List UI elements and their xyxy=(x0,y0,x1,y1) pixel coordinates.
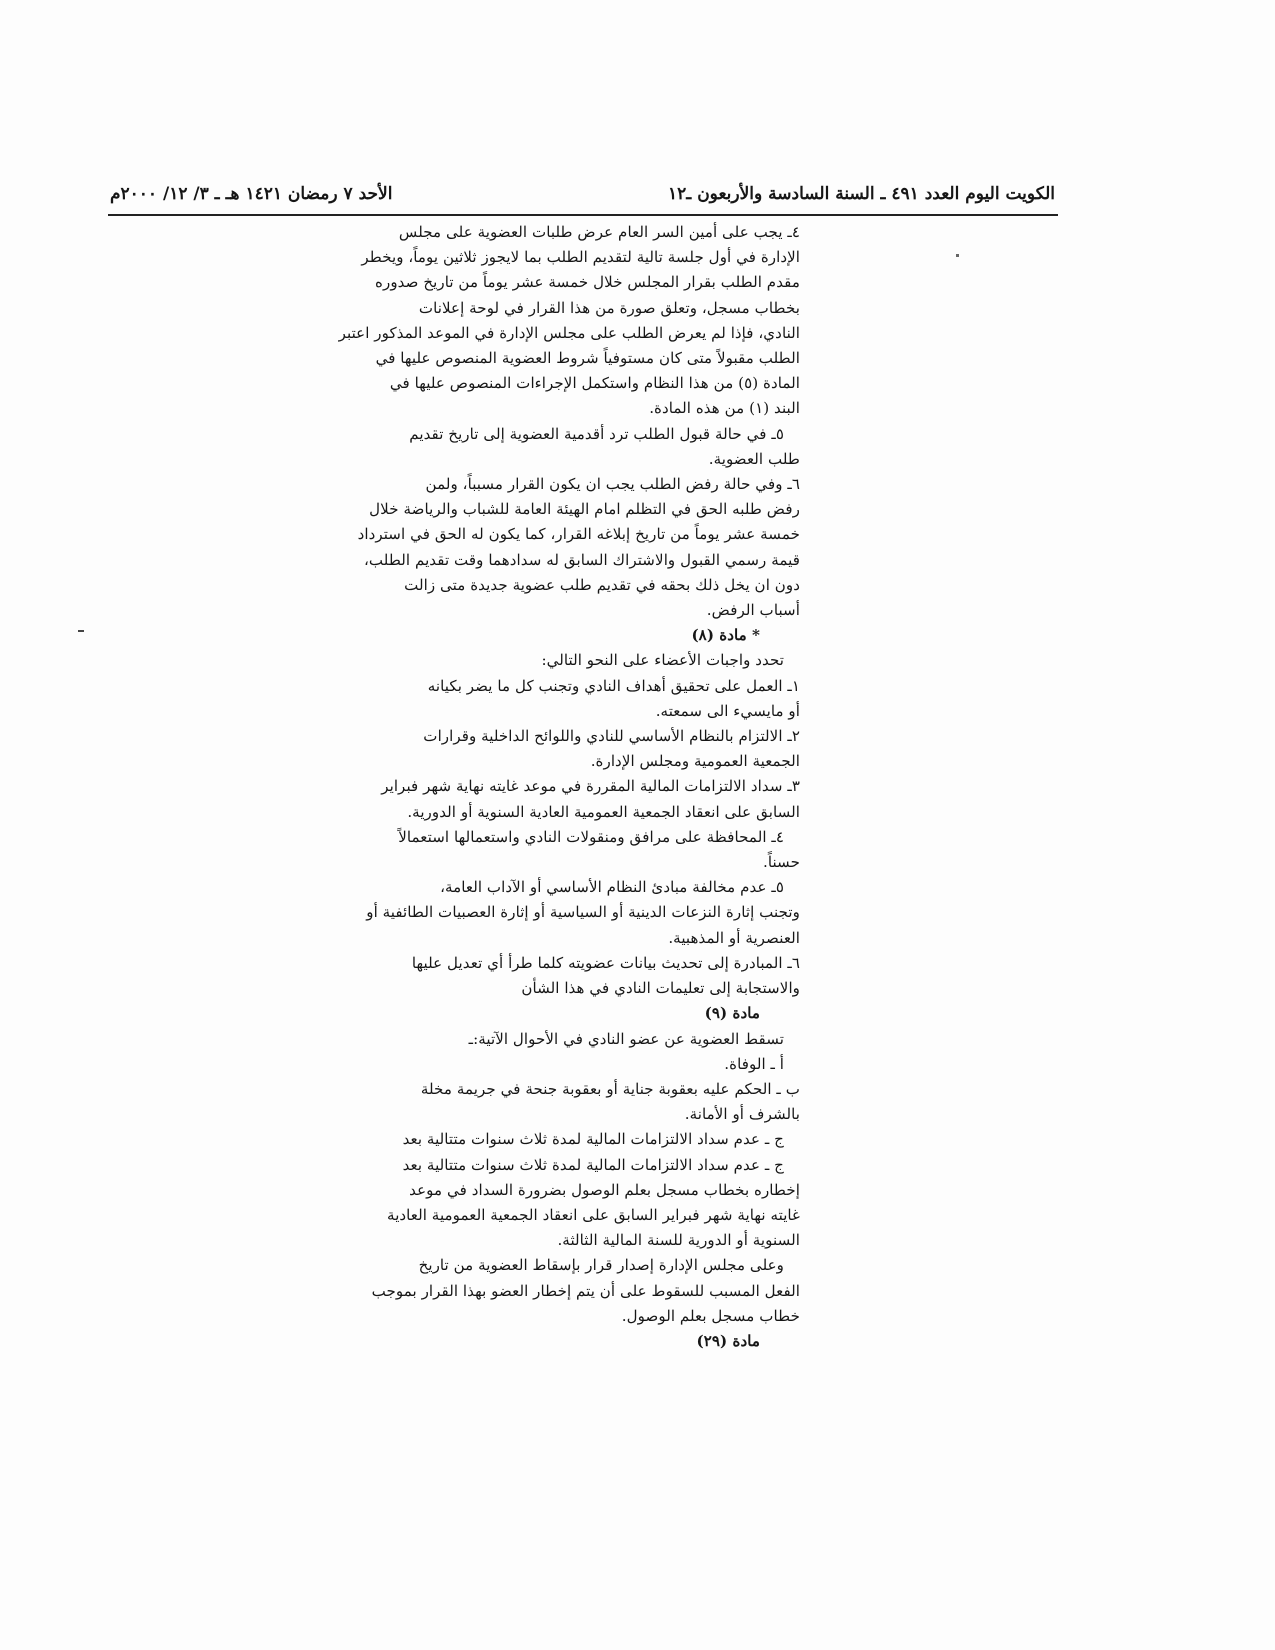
header-publication: الكويت اليوم العدد ٤٩١ ـ السنة السادسة والأربعون ـ١٢ xyxy=(668,184,1055,204)
text-line: تسقط العضوية عن عضو النادي في الأحوال الآتية:ـ xyxy=(468,1029,784,1048)
text-line: حسناً. xyxy=(763,853,800,872)
text-line: وعلى مجلس الإدارة إصدار قرار بإسقاط العضوية من تاريخ xyxy=(418,1256,784,1275)
text-line: طلب العضوية. xyxy=(708,449,800,468)
page-header xyxy=(110,184,1055,212)
text-line: العنصرية أو المذهبية. xyxy=(668,928,800,947)
text-line: ٤ـ يجب على أمين السر العام عرض طلبات العضوية على مجلس xyxy=(398,223,800,241)
text-line: الطلب مقبولاً متى كان مستوفياً شروط العضوية المنصوص عليها في xyxy=(375,349,800,368)
text-line: السابق على انعقاد الجمعية العمومية العادية السنوية أو الدورية. xyxy=(407,802,800,821)
text-line: ج ـ عدم سداد الالتزامات المالية لمدة ثلاث سنوات متتالية بعد xyxy=(402,1130,784,1149)
text-line: الجمعية العمومية ومجلس الإدارة. xyxy=(590,752,800,771)
text-line: ب ـ الحكم عليه بعقوبة جناية أو بعقوبة جنحة في جريمة مخلة xyxy=(420,1079,800,1098)
text-line: ٦ـ وفي حالة رفض الطلب يجب ان يكون القرار مسبباً، ولمن xyxy=(425,475,800,494)
text-line: ٥ـ عدم مخالفة مبادئ النظام الأساسي أو الآداب العامة، xyxy=(440,878,784,897)
text-line: غايته نهاية شهر فبراير السابق على انعقاد الجمعية العمومية العادية xyxy=(387,1205,800,1224)
text-line: قيمة رسمي القبول والاشتراك السابق له سدادهما وقت تقديم الطلب، xyxy=(363,550,800,569)
text-line: أو مايسيء الى سمعته. xyxy=(655,701,800,720)
text-line: ٢ـ الالتزام بالنظام الأساسي للنادي واللوائح الداخلية وقرارات xyxy=(423,727,800,746)
header-rule xyxy=(108,214,1058,216)
text-line: ٥ـ في حالة قبول الطلب ترد أقدمية العضوية إلى تاريخ تقديم xyxy=(409,424,784,443)
text-line: وتجنب إثارة النزعات الدينية أو السياسية أو إثارة العصبيات الطائفية أو xyxy=(366,903,800,922)
text-line: دون ان يخل ذلك بحقه في تقديم طلب عضوية جديدة متى زالت xyxy=(404,575,800,594)
text-line: ٤ـ المحافظة على مرافق ومنقولات النادي واستعمالها استعمالاً xyxy=(398,827,784,846)
article-heading: مادة (٢٩) xyxy=(696,1331,760,1350)
text-line: المادة (٥) من هذا النظام واستكمل الإجراءات المنصوص عليها في xyxy=(389,374,800,393)
text-line: بخطاب مسجل، وتعلق صورة من هذا القرار في لوحة إعلانات xyxy=(418,298,800,317)
text-line: رفض طلبه الحق في التظلم امام الهيئة العامة للشباب والرياضة خلال xyxy=(369,500,800,519)
article-heading: * مادة (٨) xyxy=(691,626,760,645)
text-line: والاستجابة إلى تعليمات النادي في هذا الشأن xyxy=(521,979,800,998)
text-line: خمسة عشر يوماً من تاريخ إبلاغه القرار، كما يكون له الحق في استرداد xyxy=(357,525,800,544)
text-line: ٦ـ المبادرة إلى تحديث بيانات عضويته كلما طرأ أي تعديل عليها xyxy=(411,953,800,972)
article-text xyxy=(312,220,800,1354)
text-line: السنوية أو الدورية للسنة المالية الثالثة. xyxy=(557,1231,800,1250)
text-line: بالشرف أو الأمانة. xyxy=(684,1105,800,1124)
text-line: النادي، فإذا لم يعرض الطلب على مجلس الإدارة في الموعد المذكور اعتبر xyxy=(338,323,800,342)
text-line: الإدارة في أول جلسة تالية لتقديم الطلب بما لايجوز ثلاثين يوماً، ويخطر xyxy=(361,248,800,267)
article-heading: مادة (٩) xyxy=(704,1004,760,1023)
text-line: ٣ـ سداد الالتزامات المالية المقررة في موعد غايته نهاية شهر فبراير xyxy=(381,777,800,796)
text-line: البند (١) من هذه المادة. xyxy=(649,399,800,418)
text-line: أسباب الرفض. xyxy=(706,601,800,620)
text-line: خطاب مسجل بعلم الوصول. xyxy=(621,1306,800,1325)
text-line: مقدم الطلب بقرار المجلس خلال خمسة عشر يوماً من تاريخ صدوره xyxy=(375,273,800,292)
scan-speck xyxy=(956,254,959,257)
text-line: تحدد واجبات الأعضاء على النحو التالي: xyxy=(541,651,784,670)
text-line: ج ـ عدم سداد الالتزامات المالية لمدة ثلاث سنوات متتالية بعد xyxy=(402,1155,784,1174)
text-line: إخطاره بخطاب مسجل بعلم الوصول بضرورة السداد في موعد xyxy=(409,1180,800,1199)
text-line: الفعل المسبب للسقوط على أن يتم إخطار العضو بهذا القرار بموجب xyxy=(371,1281,800,1300)
header-date: الأحد ٧ رمضان ١٤٢١ هـ ـ ٣/ ١٢/ ٢٠٠٠م xyxy=(110,184,393,204)
text-line: أ ـ الوفاة. xyxy=(724,1054,784,1073)
text-line: ١ـ العمل على تحقيق أهداف النادي وتجنب كل ما يضر بكيانه xyxy=(427,676,800,695)
scan-speck xyxy=(78,630,84,632)
